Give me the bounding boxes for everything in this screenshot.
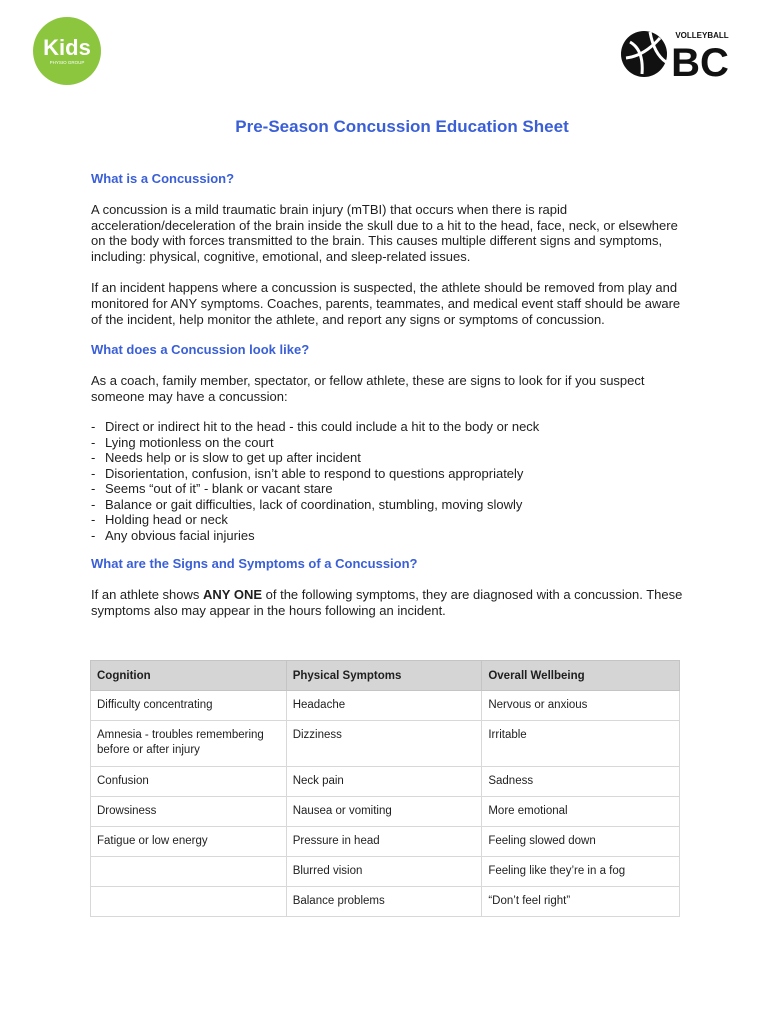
table-cell: Blurred vision (286, 857, 482, 887)
table-row (91, 721, 680, 767)
list-item: - Needs help or is slow to get up after incident (91, 450, 361, 466)
section-heading-what-is: What is a Concussion? (91, 171, 235, 186)
paragraph-signs-intro: As a coach, family member, spectator, or fellow athlete, these are signs to look for if you suspect someone may have a concussion: (91, 373, 645, 404)
table-cell: Nausea or vomiting (286, 797, 482, 827)
table-cell (91, 887, 287, 917)
table-row (91, 887, 680, 917)
symptoms-table (90, 660, 680, 917)
vbc-logo-text: BC (671, 41, 729, 80)
table-cell: Balance problems (286, 887, 482, 917)
column-header-physical: Physical Symptoms (286, 661, 482, 691)
table-cell: Difficulty concentrating (91, 691, 287, 721)
section-heading-symptoms: What are the Signs and Symptoms of a Concussion? (91, 556, 418, 572)
table-row (91, 857, 680, 887)
table-cell: “Don’t feel right” (482, 887, 680, 917)
list-item: - Direct or indirect hit to the head - this could include a hit to the body or neck (91, 419, 540, 435)
table-cell: Confusion (91, 767, 287, 797)
list-item: - Disorientation, confusion, isn’t able to respond to questions appropriately (91, 465, 524, 481)
list-item: - Holding head or neck (91, 512, 228, 528)
kids-logo-subtext: PHYSIO GROUP (49, 60, 85, 65)
table-cell (91, 857, 287, 887)
table-header-row (91, 661, 680, 691)
table-cell: Pressure in head (286, 827, 482, 857)
table-row (91, 827, 680, 857)
signs-list (91, 419, 691, 543)
table-cell: Drowsiness (91, 797, 287, 827)
list-item: - Any obvious facial injuries (91, 527, 255, 543)
table-cell: Sadness (482, 767, 680, 797)
emphasis-any-one: ANY ONE (203, 587, 263, 603)
table-cell: Fatigue or low energy (91, 827, 287, 857)
table-cell: Headache (286, 691, 482, 721)
page-title: Pre-Season Concussion Education Sheet (235, 117, 569, 136)
table-cell: Neck pain (286, 767, 482, 797)
table-row (91, 691, 680, 721)
table-cell: Irritable (482, 721, 680, 767)
paragraph-incident: If an incident happens where a concussion is suspected, the athlete should be removed from play and monitored for ANY symptoms. Coaches, parents, teammates, and medical event staff should be aware of the incident, help monitor the athlete, and report any signs or symptoms of concussion. (91, 280, 681, 327)
document-body (91, 170, 691, 619)
list-item: - Lying motionless on the court (91, 434, 274, 450)
paragraph-definition: A concussion is a mild traumatic brain injury (mTBI) that occurs when there is rapid acceleration/deceleration of the brain inside the skull due to a hit to the head, face, neck, or elsewhere on the body with forces transmitted to the brain. This causes multiple different signs and symptoms, including: physical, cognitive, emotional, and sleep-related issues. (91, 202, 678, 264)
table-cell: Dizziness (286, 721, 482, 767)
table-cell: More emotional (482, 797, 680, 827)
vbc-logo-toptext: VOLLEYBALL (675, 31, 729, 40)
kids-physio-group-logo (32, 16, 102, 86)
table-cell: Nervous or anxious (482, 691, 680, 721)
table-row (91, 767, 680, 797)
paragraph-symptoms-intro: If an athlete shows ANY ONE of the following symptoms, they are diagnosed with a concussion. These symptoms also may appear in the hours following an incident. (91, 587, 683, 618)
list-item: - Balance or gait difficulties, lack of coordination, stumbling, moving slowly (91, 496, 523, 512)
table-cell: Amnesia - troubles remembering before or after injury (91, 721, 287, 767)
table-cell: Feeling like they’re in a fog (482, 857, 680, 887)
list-item: - Seems “out of it” - blank or vacant stare (91, 481, 333, 497)
section-heading-look-like: What does a Concussion look like? (91, 342, 310, 358)
table-row (91, 797, 680, 827)
table-cell: Feeling slowed down (482, 827, 680, 857)
kids-logo-text: Kids (43, 35, 91, 60)
column-header-wellbeing: Overall Wellbeing (482, 661, 680, 691)
volleyball-bc-logo (620, 28, 740, 80)
column-header-cognition: Cognition (91, 661, 287, 691)
